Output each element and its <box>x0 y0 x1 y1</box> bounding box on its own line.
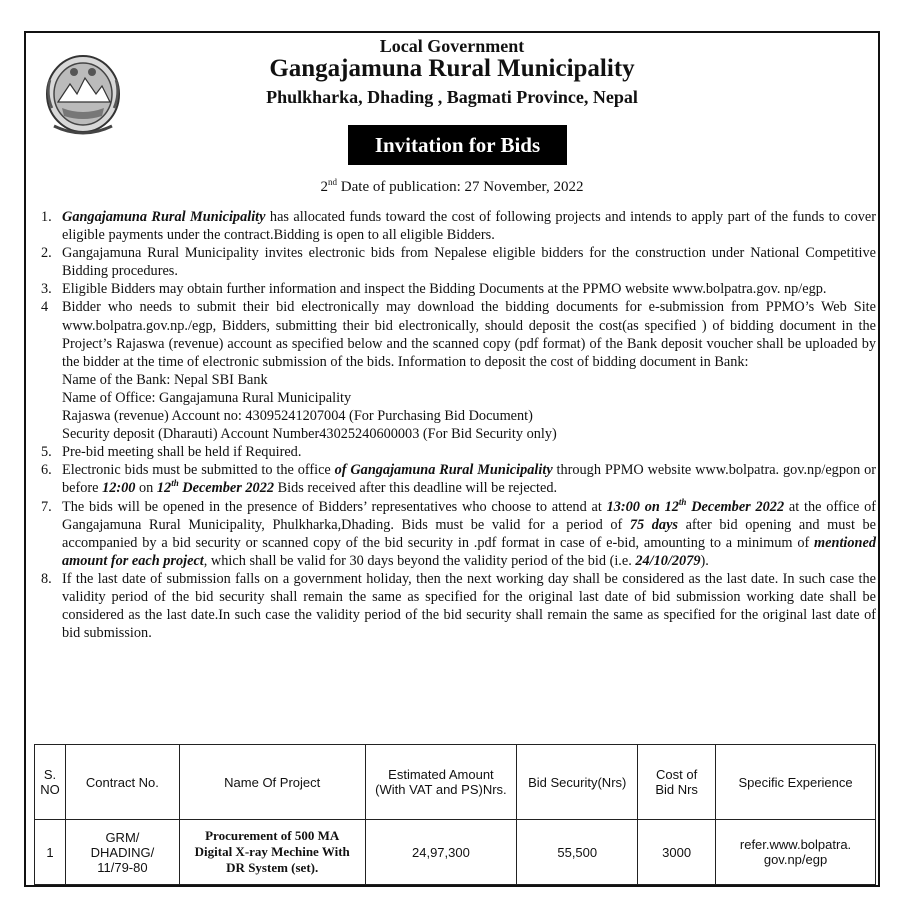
cell-sno: 1 <box>35 820 66 885</box>
publication-date: 2nd Date of publication: 27 November, 2022 <box>320 177 584 195</box>
table-row <box>35 820 876 885</box>
list-item: 4 Bidder who needs to submit their bid electronically may download the bidding documents for e-submission from PPMO’s Web Site www.bolpatra.gov.np./egp, Bidders, submitting their bid electronically, should deposit the cost(as specified ) of bidding document in the Project’s Rajaswa (revenue) account as specified below and the scanned copy (pdf format) of the Bank deposit voucher shall be uploaded by the bidder at the time of electronic submission of the bids. Information to deposit the cost of bidding document in Bank: Name of the Bank: Nepal SBI Bank Name of Office: Gangajamuna Rural Municipality Rajaswa (revenue) Account no: 43095241207004 (For Purchasing Bid Document) Security deposit (Dharauti) Account Number43025240600003 (For Bid Security only) <box>41 299 876 443</box>
cell-contract-no: GRM/ DHADING/ 11/79-80 <box>65 820 179 885</box>
rajaswa-account: Rajaswa (revenue) Account no: 43095241207004 (For Purchasing Bid Document) <box>62 408 533 425</box>
cell-project-name: Procurement of 500 MA Digital X-ray Mechine With DR System (set). <box>179 820 365 885</box>
cell-experience: refer.www.bolpatra. gov.np/egp <box>716 820 876 885</box>
list-item: 2. Gangajamuna Rural Municipality invites electronic bids from Nepalese eligible bidders for the construction under National Competitive Bidding procedures. <box>41 245 876 280</box>
col-header-bid-security: Bid Security(Nrs) <box>517 745 638 820</box>
list-item: 5. Pre-bid meeting shall be held if Required. <box>41 444 302 461</box>
list-item: 8. If the last date of submission falls on a government holiday, then the next working day shall be considered as the last date. In such case the validity period of the bid security shall remain the same as specified for the original last date of bid submission working date shall be considered as the last date.In such case the validity period of the bid security shall remain the same as specified for the original last date of bid submission. <box>41 570 876 642</box>
header-municipality-name: Gangajamuna Rural Municipality <box>269 55 635 82</box>
list-item: 6. Electronic bids must be submitted to the office of Gangajamuna Rural Municipality through PPMO website www.bolpatra. gov.np/egpon or before 12:00 on 12th December 2022 Bids received after this deadline will be rejected. <box>41 462 877 497</box>
cell-bid-security: 55,500 <box>517 820 638 885</box>
list-item: 1. Gangajamuna Rural Municipality has allocated funds toward the cost of following projects and intends to apply part of the funds to cover eligible payments under the contract.Bidding is open to all eligible Bidders. <box>41 209 876 244</box>
col-header-contract-no: Contract No. <box>65 745 179 820</box>
bank-name: Name of the Bank: Nepal SBI Bank <box>62 371 268 388</box>
office-name: Name of Office: Gangajamuna Rural Municipality <box>62 389 352 406</box>
invitation-for-bids-banner: Invitation for Bids <box>348 125 567 165</box>
cell-cost: 3000 <box>638 820 716 885</box>
col-header-project-name: Name Of Project <box>179 745 365 820</box>
security-account: Security deposit (Dharauti) Account Number43025240600003 (For Bid Security only) <box>62 426 557 443</box>
bid-table <box>34 744 876 885</box>
col-header-sno: S. NO <box>35 745 66 820</box>
header-local-government: Local Government <box>379 36 525 56</box>
col-header-estimated-amount: Estimated Amount (With VAT and PS)Nrs. <box>365 745 517 820</box>
notice-body <box>36 208 876 642</box>
table-header-row <box>35 745 876 820</box>
col-header-experience: Specific Experience <box>716 745 876 820</box>
list-item: 7. The bids will be opened in the presence of Bidders’ representatives who choose to attend at 13:00 on 12th December 2022 at the office of Gangajamuna Rural Municipality, Phulkharka,Dhading. Bids must be valid for a period of 75 days after bid opening and must be accompanied by a bid security or scanned copy of the bid security in .pdf format in case of e-bid, amounting to a minimum of mentioned amount for each project, which shall be valid for 30 days beyond the validity period of the bid (i.e. 24/10/2079). <box>41 496 877 569</box>
col-header-cost: Cost of Bid Nrs <box>638 745 716 820</box>
list-item: 3. Eligible Bidders may obtain further information and inspect the Bidding Documents at the PPMO website www.bolpatra.gov. np/egp. <box>41 281 827 298</box>
cell-estimated-amount: 24,97,300 <box>365 820 517 885</box>
header-address: Phulkharka, Dhading , Bagmati Province, Nepal <box>266 87 638 107</box>
